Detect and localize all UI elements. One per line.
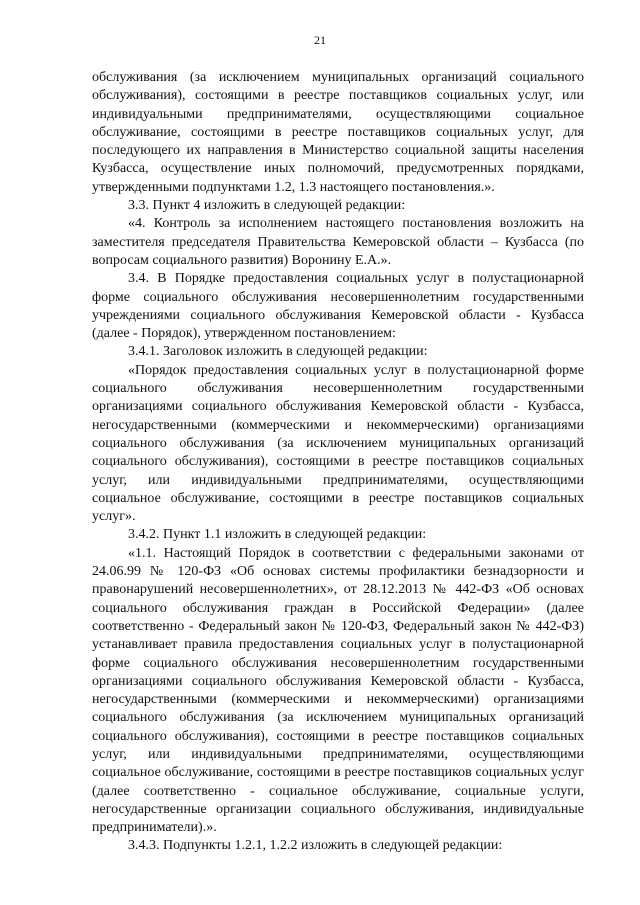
paragraph-item-3-4-3: 3.4.3. Подпункты 1.2.1, 1.2.2 изложить в следующей редакции: (128, 838, 503, 854)
paragraph-item-3-4-2: 3.4.2. Пункт 1.1 изложить в следующей редакции: (128, 527, 427, 543)
paragraph-item-3-4: 3.4. В Порядке предоставления социальных услуг в полустационарной форме социального обслуживания несовершеннолетним государственными учреждениями социального обслуживания Кемеровской области - Кузбасса (далее - Порядок), утвержденном постановлением: (92, 271, 584, 342)
document-body (92, 69, 584, 856)
paragraph-quote-title: «Порядок предоставления социальных услуг в полустационарной форме социального обслуживания несовершеннолетним государственными организациями социального обслуживания Кемеровской области - Кузбасса, негосударственными (коммерческими и некоммерческими) организациями социального обслуживания (за исключением муниципальных организаций социального обслуживания), состоящими в реестре поставщиков социальных услуг, или индивидуальными предпринимателями, осуществляющими социальное обслуживание, состоящими в реестре поставщиков социальных услуг». (92, 362, 584, 525)
paragraph-item-3-3: 3.3. Пункт 4 изложить в следующей редакции: (128, 198, 406, 214)
paragraph-continuation: обслуживания (за исключением муниципальных организаций социального обслуживания), состоящими в реестре поставщиков социальных услуг, или индивидуальными предпринимателями, осуществляющими социальное обслуживание, состоящими в реестре поставщиков социальных услуг, для последующего их направления в Министерство социальной защиты населения Кузбасса, осуществление иных полномочий, предусмотренных порядками, утвержденными подпунктами 1.2, 1.3 настоящего постановления.». (92, 70, 584, 195)
page-number: 21 (314, 33, 326, 47)
paragraph-item-3-4-1: 3.4.1. Заголовок изложить в следующей редакции: (128, 344, 428, 360)
paragraph-quote-item-4: «4. Контроль за исполнением настоящего постановления возложить на заместителя председателя Правительства Кемеровской области – Кузбасса (по вопросам социального развития) Воронину Е.А.». (92, 216, 584, 268)
paragraph-quote-item-1-1: «1.1. Настоящий Порядок в соответствии с федеральными законами от 24.06.99 № 120-ФЗ «Об основах системы профилактики безнадзорности и правонарушений несовершеннолетних», от 28.12.2013 № 442-ФЗ «Об основах социального обслуживания граждан в Российской Федерации» (далее соответственно - Федеральный закон № 120-ФЗ, Федеральный закон № 442-ФЗ) устанавливает правила предоставления социальных услуг в полустационарной форме социального обслуживания несовершеннолетним государственными организациями социального обслуживания Кемеровской области - Кузбасса, негосударственными (коммерческими и некоммерческими) организациями социального обслуживания (за исключением муниципальных организаций социального обслуживания), состоящими в реестре поставщиков социальных услуг, или индивидуальными предпринимателями, осуществляющими социальное обслуживание, состоящими в реестре поставщиков социальных услуг (далее соответственно - социальное обслуживание, социальные услуги, негосударственные организации социального обслуживания, индивидуальные предприниматели).». (92, 545, 584, 836)
